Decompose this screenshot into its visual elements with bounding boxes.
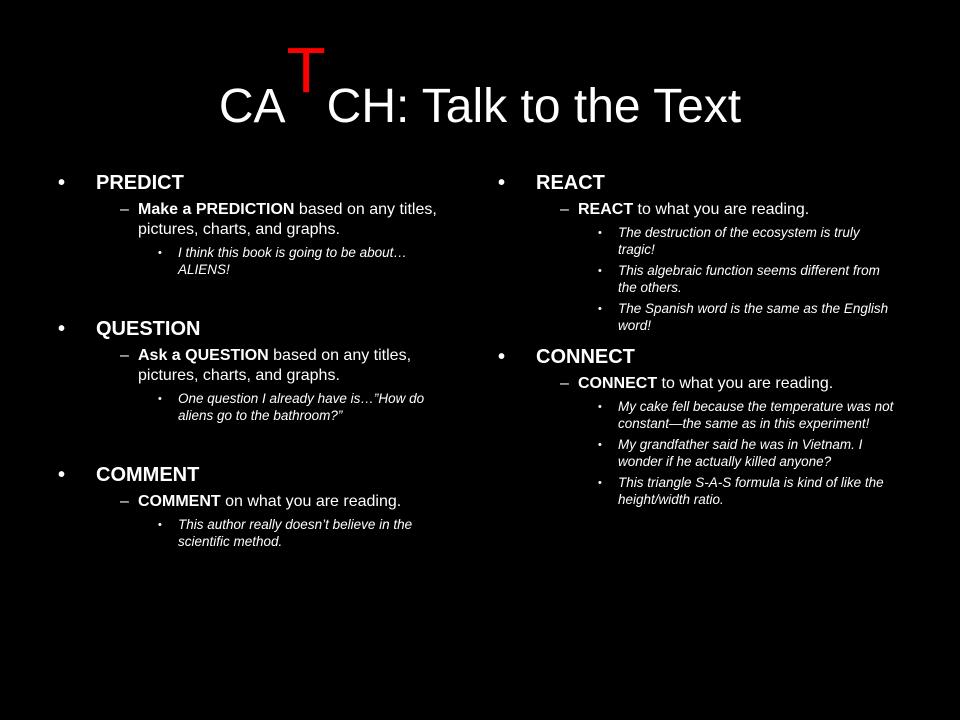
connect-example: [498, 475, 910, 508]
react-sub-rest: to what you are reading.: [633, 201, 810, 218]
connect-heading: CONNECT: [536, 346, 635, 368]
bullet-dot-icon: •: [58, 464, 66, 486]
bullet-dot-icon: •: [58, 318, 66, 340]
react-subpoint: [498, 200, 910, 220]
dash-icon: –: [120, 347, 129, 364]
bullet-dot-icon: •: [498, 172, 506, 194]
question-example: [58, 391, 470, 424]
connect-subpoint: [498, 374, 910, 394]
bullet-dot-icon: •: [158, 393, 162, 405]
predict-heading: PREDICT: [96, 172, 184, 194]
comment-subpoint: [58, 492, 470, 512]
predict-sub-rest: based on any titles, pictures, charts, and graphs.: [138, 201, 437, 238]
connect-sub-rest: to what you are reading.: [657, 375, 834, 392]
right-column: [498, 168, 910, 508]
react-example-text: This algebraic function seems different from the others.: [618, 263, 880, 295]
question-heading: QUESTION: [96, 318, 201, 340]
comment-example: [58, 517, 470, 550]
dash-icon: –: [120, 493, 129, 510]
react-example: [498, 263, 910, 296]
bullet-dot-icon: •: [58, 172, 66, 194]
predict-example-text: I think this book is going to be about… ALIENS!: [178, 245, 407, 277]
left-column: [58, 168, 470, 550]
title-prefix: CA: [218, 80, 286, 133]
question-sub-bold: Ask a QUESTION: [138, 347, 269, 364]
predict-sub-bold: Make a PREDICTION: [138, 201, 295, 218]
bullet-dot-icon: •: [598, 401, 602, 413]
bullet-dot-icon: •: [498, 346, 506, 368]
connect-sub-bold: CONNECT: [578, 375, 658, 392]
predict-example: [58, 245, 470, 278]
title-highlight-letter: T: [286, 34, 326, 106]
bullet-predict: [58, 168, 470, 198]
connect-example-text: My cake fell because the temperature was not constant—the same as in this experiment!: [618, 399, 894, 431]
bullet-dot-icon: •: [598, 477, 602, 489]
dash-icon: –: [560, 201, 569, 218]
bullet-comment: [58, 460, 470, 490]
react-example-text: The destruction of the ecosystem is truly tragic!: [618, 225, 860, 257]
react-example: [498, 301, 910, 334]
connect-example-text: My grandfather said he was in Vietnam. I wonder if he actually killed anyone?: [618, 437, 863, 469]
connect-example-text: This triangle S-A-S formula is kind of like the height/width ratio.: [618, 475, 884, 507]
comment-example-text: This author really doesn’t believe in the scientific method.: [178, 517, 413, 549]
comment-heading: COMMENT: [96, 464, 200, 486]
react-example-text: The Spanish word is the same as the English word!: [618, 301, 889, 333]
title-suffix: CH: Talk to the Text: [326, 80, 742, 133]
bullet-react: [498, 168, 910, 198]
question-subpoint: [58, 346, 470, 386]
comment-sub-rest: on what you are reading.: [220, 493, 402, 510]
bullet-question: [58, 314, 470, 344]
react-heading: REACT: [536, 172, 605, 194]
question-sub-rest: based on any titles, pictures, charts, and graphs.: [138, 347, 412, 384]
bullet-dot-icon: •: [158, 519, 162, 531]
slide-title: [0, 34, 960, 155]
connect-example: [498, 437, 910, 470]
bullet-dot-icon: •: [598, 439, 602, 451]
bullet-dot-icon: •: [598, 227, 602, 239]
comment-sub-bold: COMMENT: [138, 493, 221, 510]
react-sub-bold: REACT: [578, 201, 634, 218]
react-example: [498, 225, 910, 258]
bullet-connect: [498, 342, 910, 372]
question-example-text: One question I already have is…”How do aliens go to the bathroom?”: [178, 391, 425, 423]
bullet-dot-icon: •: [158, 247, 162, 259]
dash-icon: –: [120, 201, 129, 218]
predict-subpoint: [58, 200, 470, 240]
bullet-dot-icon: •: [598, 303, 602, 315]
bullet-dot-icon: •: [598, 265, 602, 277]
dash-icon: –: [560, 375, 569, 392]
connect-example: [498, 399, 910, 432]
